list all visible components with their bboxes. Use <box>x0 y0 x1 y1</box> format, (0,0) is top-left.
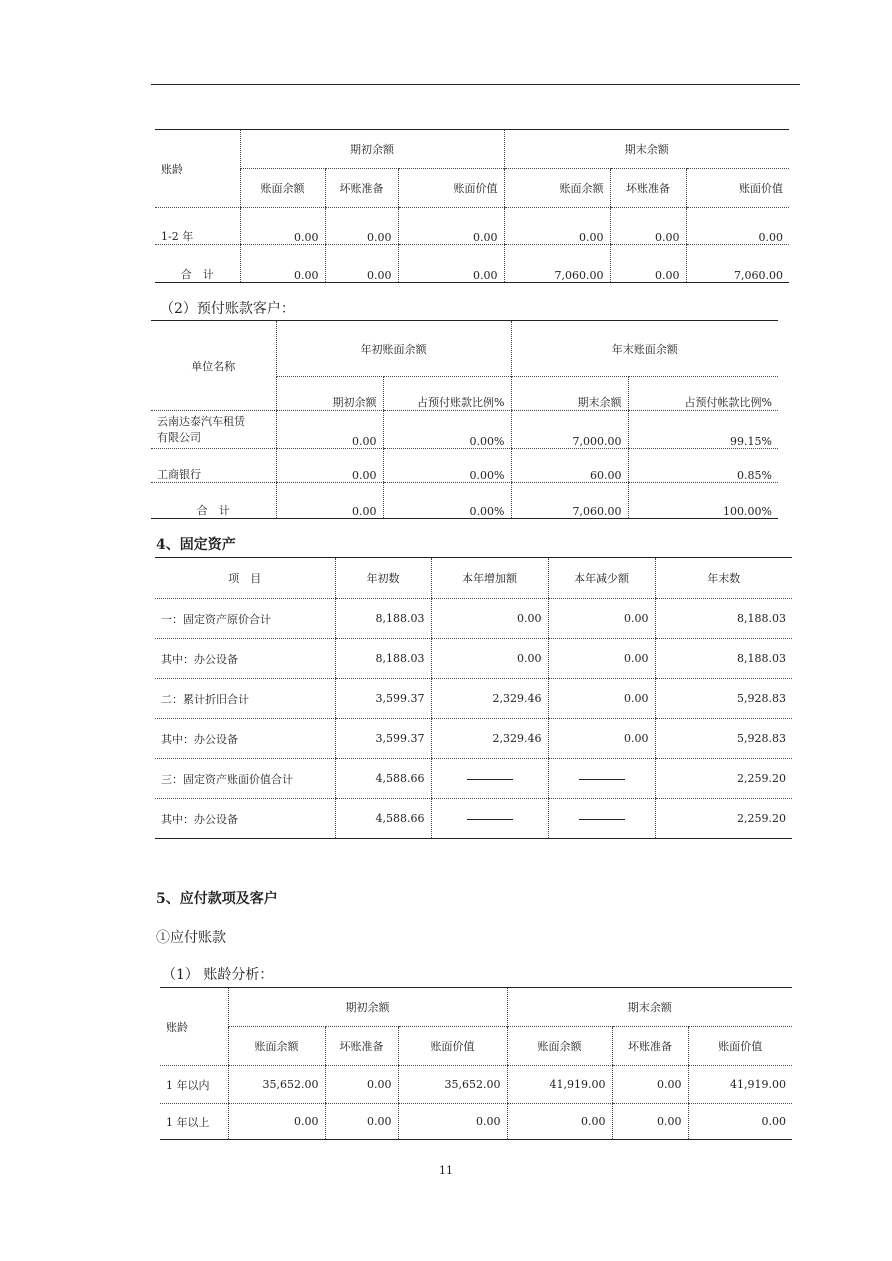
group-header-begin: 期初余额 <box>240 130 504 169</box>
cell-value: 99.15% <box>628 411 778 449</box>
cell-value: 35,652.00 <box>228 1066 325 1104</box>
section-title-fixed-assets: 4、固定资产 <box>156 537 236 553</box>
subcol-header: 占预付帐款比例% <box>628 377 778 411</box>
row-label: 其中：办公设备 <box>155 639 335 679</box>
cell-value: 0.00 <box>507 1104 612 1140</box>
col-header: 年初数 <box>335 558 431 599</box>
table-row <box>151 449 778 483</box>
cell-value: 0.00 <box>325 1104 398 1140</box>
subcol-header: 账面余额 <box>228 1027 325 1066</box>
row-label: 1 年以上 <box>160 1104 228 1140</box>
cell-value: 5,928.83 <box>655 719 792 759</box>
cell-value: 2,329.46 <box>431 719 548 759</box>
col-header: 年末数 <box>655 558 792 599</box>
table-row <box>155 679 792 719</box>
subsection-title-accounts-payable: ①应付账款 <box>156 930 226 946</box>
cell-value: 5,928.83 <box>655 679 792 719</box>
subsection-title-aging: （1） 账龄分析： <box>162 967 274 983</box>
table-row <box>155 245 789 283</box>
cell-value: 0.00 <box>612 1104 688 1140</box>
cell-dash <box>431 799 548 839</box>
subcol-header: 账面价值 <box>688 1027 792 1066</box>
section-title-payables: 5、应付款项及客户 <box>156 891 278 907</box>
cell-value: 0.00 <box>325 1066 398 1104</box>
cell-value: 0.00 <box>504 208 610 245</box>
cell-value: 2,259.20 <box>655 799 792 839</box>
cell-value: 0.00 <box>548 679 655 719</box>
row-label: 1 年以内 <box>160 1066 228 1104</box>
cell-value: 0.85% <box>628 449 778 483</box>
section-title-prepaid: （2）预付账款客户： <box>160 301 295 317</box>
row-label: 一：固定资产原价合计 <box>155 599 335 639</box>
col-header-age: 账龄 <box>155 130 240 208</box>
row-label: 合 计 <box>155 245 240 283</box>
subcol-header: 占预付账款比例% <box>383 377 511 411</box>
table-row <box>155 599 792 639</box>
table-fixed-assets <box>155 557 792 839</box>
cell-value: 3,599.37 <box>335 679 431 719</box>
cell-value: 0.00 <box>431 639 548 679</box>
subcol-header: 坏账准备 <box>610 169 686 208</box>
subcol-header: 期末余额 <box>511 377 628 411</box>
group-header-end: 期末余额 <box>507 988 792 1027</box>
row-label: 1-2 年 <box>155 208 240 245</box>
cell-value: 0.00 <box>686 208 789 245</box>
dash-mark <box>467 819 513 820</box>
cell-value: 4,588.66 <box>335 759 431 799</box>
col-header: 本年减少额 <box>548 558 655 599</box>
cell-value: 0.00% <box>383 449 511 483</box>
subcol-header: 坏账准备 <box>325 1027 398 1066</box>
group-header-end: 期末余额 <box>504 130 789 169</box>
cell-value: 3,599.37 <box>335 719 431 759</box>
cell-value: 0.00% <box>383 483 511 519</box>
cell-value: 0.00 <box>398 208 504 245</box>
cell-value: 7,060.00 <box>511 483 628 519</box>
header-rule <box>151 84 800 85</box>
row-label-line2: 有限公司 <box>157 431 201 444</box>
row-label <box>151 411 276 449</box>
cell-value: 0.00 <box>610 245 686 283</box>
table-prepaid-customers <box>151 320 778 519</box>
cell-value: 41,919.00 <box>507 1066 612 1104</box>
row-label: 工商银行 <box>151 449 276 483</box>
cell-value: 8,188.03 <box>335 639 431 679</box>
table-row <box>155 719 792 759</box>
dash-mark <box>579 819 625 820</box>
cell-value: 8,188.03 <box>335 599 431 639</box>
cell-value: 4,588.66 <box>335 799 431 839</box>
cell-value: 0.00 <box>276 411 383 449</box>
subcol-header: 坏账准备 <box>612 1027 688 1066</box>
cell-value: 8,188.03 <box>655 599 792 639</box>
col-header: 本年增加额 <box>431 558 548 599</box>
row-label: 其中：办公设备 <box>155 719 335 759</box>
row-label: 其中：办公设备 <box>155 799 335 839</box>
table-row <box>151 483 778 519</box>
cell-value: 0.00 <box>548 639 655 679</box>
row-label: 三：固定资产账面价值合计 <box>155 759 335 799</box>
cell-dash <box>548 759 655 799</box>
dash-mark <box>467 779 513 780</box>
cell-value: 100.00% <box>628 483 778 519</box>
group-header-end: 年末账面余额 <box>511 321 778 377</box>
table-row <box>155 799 792 839</box>
cell-dash <box>548 799 655 839</box>
table-receivable-aging <box>155 129 789 283</box>
table-row <box>160 1066 792 1104</box>
subcol-header: 账面价值 <box>398 169 504 208</box>
cell-value: 2,259.20 <box>655 759 792 799</box>
cell-value: 7,000.00 <box>511 411 628 449</box>
cell-value: 0.00 <box>431 599 548 639</box>
dash-mark <box>579 779 625 780</box>
cell-value: 41,919.00 <box>688 1066 792 1104</box>
table-row <box>155 639 792 679</box>
subcol-header: 账面余额 <box>504 169 610 208</box>
cell-value: 0.00 <box>398 1104 507 1140</box>
cell-value: 8,188.03 <box>655 639 792 679</box>
cell-value: 0.00% <box>383 411 511 449</box>
cell-value: 7,060.00 <box>504 245 610 283</box>
row-label-line1: 云南达泰汽车租赁 <box>157 415 245 428</box>
group-header-begin: 年初账面余额 <box>276 321 511 377</box>
cell-value: 0.00 <box>228 1104 325 1140</box>
table-row <box>155 208 789 245</box>
cell-value: 7,060.00 <box>686 245 789 283</box>
subcol-header: 账面价值 <box>686 169 789 208</box>
cell-value: 0.00 <box>240 245 325 283</box>
group-header-begin: 期初余额 <box>228 988 507 1027</box>
row-label: 二：累计折旧合计 <box>155 679 335 719</box>
cell-value: 60.00 <box>511 449 628 483</box>
cell-value: 2,329.46 <box>431 679 548 719</box>
subcol-header: 账面余额 <box>240 169 325 208</box>
table-payable-aging <box>160 987 792 1140</box>
col-header: 项 目 <box>155 558 335 599</box>
subcol-header: 账面价值 <box>398 1027 507 1066</box>
subcol-header: 期初余额 <box>276 377 383 411</box>
cell-value: 0.00 <box>240 208 325 245</box>
cell-value: 0.00 <box>688 1104 792 1140</box>
table-row <box>160 1104 792 1140</box>
cell-value: 0.00 <box>548 599 655 639</box>
cell-value: 0.00 <box>325 208 398 245</box>
cell-value: 0.00 <box>398 245 504 283</box>
cell-value: 0.00 <box>548 719 655 759</box>
subcol-header: 账面余额 <box>507 1027 612 1066</box>
cell-value: 0.00 <box>610 208 686 245</box>
cell-dash <box>431 759 548 799</box>
cell-value: 0.00 <box>276 483 383 519</box>
table-row <box>155 759 792 799</box>
subcol-header: 坏账准备 <box>325 169 398 208</box>
col-header-unit: 单位名称 <box>151 321 276 411</box>
cell-value: 0.00 <box>325 245 398 283</box>
cell-value: 0.00 <box>276 449 383 483</box>
page-number: 11 <box>439 1164 453 1177</box>
cell-value: 35,652.00 <box>398 1066 507 1104</box>
cell-value: 0.00 <box>612 1066 688 1104</box>
table-row <box>151 411 778 449</box>
col-header-age: 账龄 <box>160 988 228 1066</box>
row-label: 合 计 <box>151 483 276 519</box>
